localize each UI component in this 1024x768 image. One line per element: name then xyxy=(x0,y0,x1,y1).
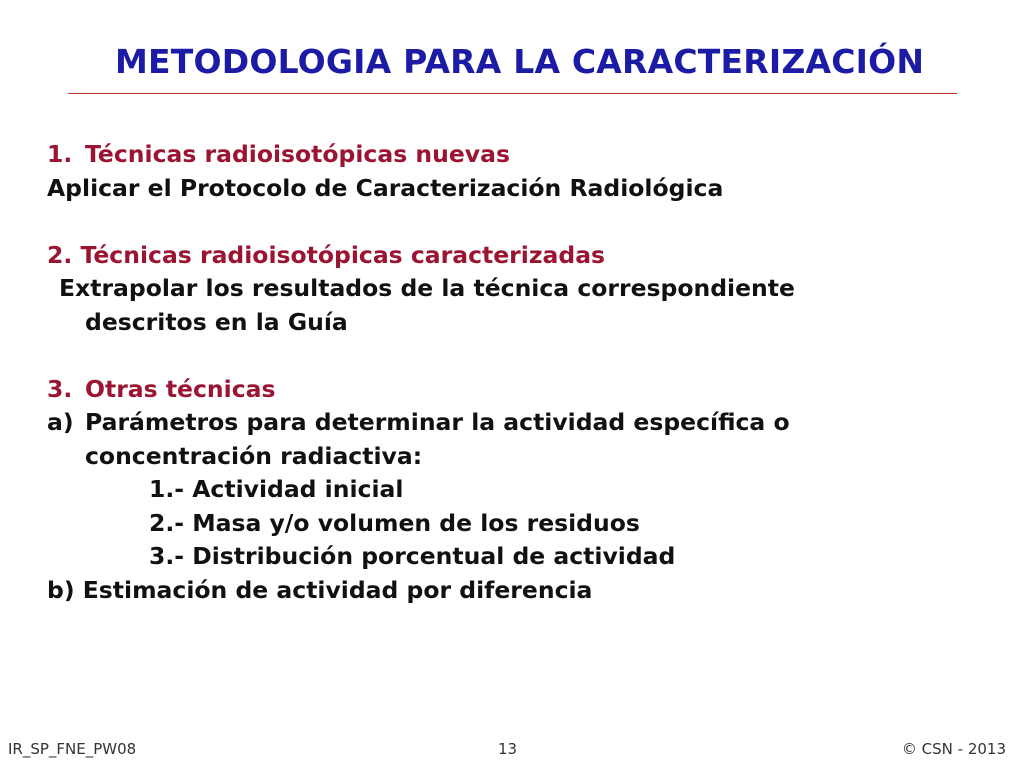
item2-text-line1: Extrapolar los resultados de la técnica correspondiente xyxy=(59,274,795,302)
item2-text-line2: descritos en la Guía xyxy=(85,307,348,336)
sub-a-text: Parámetros para determinar la actividad específica o xyxy=(85,408,790,436)
spacer xyxy=(47,339,987,373)
item3-heading-line xyxy=(47,373,987,407)
sub-a-point: 2.- Masa y/o volumen de los residuos xyxy=(149,508,640,537)
item1-heading-line xyxy=(47,138,987,172)
item1-number: 1. xyxy=(47,140,73,168)
item1-heading: Técnicas radioisotópicas nuevas xyxy=(85,140,510,168)
item2-heading: 2. Técnicas radioisotópicas caracterizadas xyxy=(47,240,606,269)
sub-a-line2: concentración radiactiva: xyxy=(85,441,423,470)
footer-document-code: IR_SP_FNE_PW08 xyxy=(8,740,137,758)
sub-b-text: b) Estimación de actividad por diferencia xyxy=(47,575,593,604)
item1-text: Aplicar el Protocolo de Caracterización Radiológica xyxy=(47,173,724,202)
item3-heading: Otras técnicas xyxy=(85,374,276,403)
slide-body xyxy=(47,138,987,607)
sub-a-label: a) xyxy=(47,408,74,436)
footer-copyright: © CSN - 2013 xyxy=(901,740,1006,758)
title-divider xyxy=(68,93,957,94)
slide-title: METODOLOGIA PARA LA CARACTERIZACIÓN xyxy=(115,42,925,81)
footer-page-number: 13 xyxy=(498,740,518,758)
sub-a-line1 xyxy=(47,406,987,440)
sub-a-point: 3.- Distribución porcentual de actividad xyxy=(149,542,676,570)
item3-number: 3. xyxy=(47,374,73,403)
sub-a-point: 1.- Actividad inicial xyxy=(149,475,404,503)
spacer xyxy=(47,205,987,239)
